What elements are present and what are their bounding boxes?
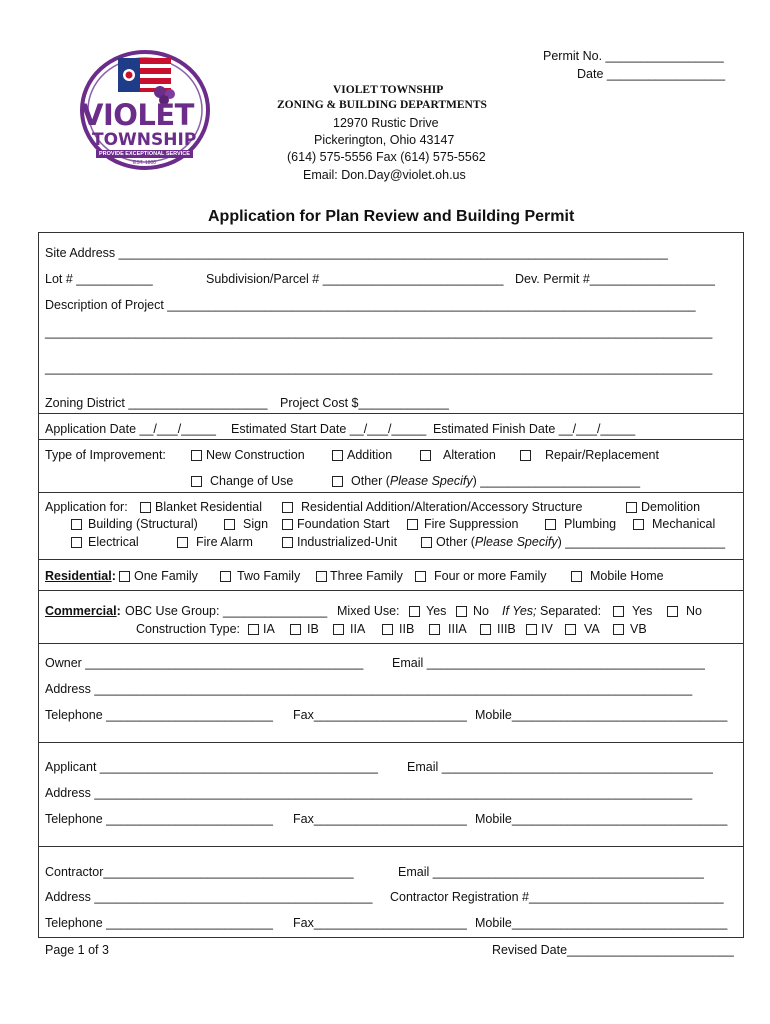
option-label: Residential Addition/Alteration/Accessory Structure	[301, 500, 583, 514]
logo-tagline: PROVIDE EXCEPTIONAL SERVICE	[96, 150, 193, 158]
applicant-address-field[interactable]: Address ______________________________________________________________________________________	[45, 786, 693, 800]
option-addition[interactable]	[332, 448, 392, 462]
description-field[interactable]: Description of Project ____________________________________________________________________________	[45, 298, 696, 312]
finish-date-field[interactable]: Estimated Finish Date __/___/_____	[433, 422, 636, 436]
site-address-field[interactable]: Site Address _______________________________________________________________________________	[45, 246, 668, 260]
option-other-application[interactable]	[421, 535, 725, 549]
applicant-mobile-field[interactable]: Mobile_______________________________	[475, 812, 728, 826]
option-industrialized[interactable]	[282, 535, 397, 549]
commercial-colon: :	[116, 604, 121, 618]
construction-type-ia[interactable]	[248, 622, 275, 636]
checkbox[interactable]	[71, 519, 82, 530]
contractor-registration-field[interactable]: Contractor Registration #____________________________	[390, 890, 724, 904]
option-label: New Construction	[206, 448, 305, 462]
page-number: Page 1 of 3	[45, 943, 109, 957]
applicant-telephone-field[interactable]: Telephone ________________________	[45, 812, 274, 826]
residential-label	[45, 569, 116, 583]
option-label: Addition	[347, 448, 393, 462]
contractor-email-field[interactable]: Email _______________________________________	[398, 865, 704, 879]
checkbox[interactable]	[520, 450, 531, 461]
date-field[interactable]: Date _________________	[577, 67, 726, 81]
checkbox[interactable]	[282, 519, 293, 530]
logo-name-township: TOWNSHIP	[92, 130, 197, 150]
option-fire-suppression[interactable]	[407, 517, 519, 531]
contractor-field[interactable]: Contractor____________________________________	[45, 865, 354, 879]
option-label: IIIA	[448, 622, 467, 636]
option-label: Yes	[426, 604, 447, 618]
option-label: VB	[630, 622, 647, 636]
other-line[interactable]: ) _______________________	[557, 535, 726, 549]
logo-name-violet: VIOLET	[81, 98, 194, 132]
description-line[interactable]: ________________________________________________________________________________________________	[45, 325, 713, 339]
org-email: Email: Don.Day@violet.oh.us	[303, 168, 466, 182]
option-label: Other (	[351, 474, 390, 488]
applicant-field[interactable]: Applicant ________________________________________	[45, 760, 378, 774]
option-separated-no[interactable]	[667, 604, 702, 618]
obc-use-group-field[interactable]: OBC Use Group: _______________	[125, 604, 328, 618]
checkbox[interactable]	[71, 537, 82, 548]
option-label: Mobile Home	[590, 569, 664, 583]
option-alteration[interactable]	[420, 448, 496, 462]
checkbox[interactable]	[382, 624, 393, 635]
construction-type-va[interactable]	[565, 622, 600, 636]
option-label: Demolition	[641, 500, 701, 514]
org-address1: 12970 Rustic Drive	[333, 116, 439, 130]
checkbox[interactable]	[480, 624, 491, 635]
owner-mobile-field[interactable]: Mobile_______________________________	[475, 708, 728, 722]
revised-date: Revised Date________________________	[492, 943, 734, 957]
option-label: No	[473, 604, 489, 618]
checkbox[interactable]	[140, 502, 151, 513]
checkbox[interactable]	[421, 537, 432, 548]
checkbox[interactable]	[613, 606, 624, 617]
construction-type-iiia[interactable]	[429, 622, 467, 636]
please-specify: Please Specify	[389, 474, 473, 488]
construction-type-label: Construction Type:	[136, 622, 240, 636]
option-label: Foundation Start	[297, 517, 390, 531]
option-label: IIB	[399, 622, 415, 636]
checkbox[interactable]	[420, 450, 431, 461]
if-yes-separated	[502, 604, 601, 618]
option-label: IV	[541, 622, 553, 636]
checkbox[interactable]	[316, 571, 327, 582]
application-for-label: Application for:	[45, 500, 128, 514]
option-label: Fire Alarm	[196, 535, 253, 549]
checkbox[interactable]	[667, 606, 678, 617]
org-name: VIOLET TOWNSHIP	[333, 84, 444, 96]
divider	[38, 742, 744, 743]
residential-label-text: Residential	[45, 569, 112, 583]
description-line[interactable]: ________________________________________________________________________________________________	[45, 361, 713, 375]
option-mobile-home[interactable]	[571, 569, 664, 583]
option-label: Two Family	[237, 569, 301, 583]
owner-email-field[interactable]: Email ________________________________________	[392, 656, 705, 670]
logo-est: EST. 1808	[133, 160, 157, 166]
checkbox[interactable]	[613, 624, 624, 635]
checkbox[interactable]	[332, 476, 343, 487]
org-phone: (614) 575-5556 Fax (614) 575-5562	[287, 150, 486, 164]
lot-field[interactable]: Lot # ___________	[45, 272, 153, 286]
separated-label: Separated:	[540, 604, 602, 618]
divider	[38, 439, 744, 440]
contractor-telephone-field[interactable]: Telephone ________________________	[45, 916, 274, 930]
option-label: One Family	[134, 569, 198, 583]
checkbox[interactable]	[282, 502, 293, 513]
option-label: Electrical	[88, 535, 139, 549]
option-three-family[interactable]	[316, 569, 403, 583]
owner-address-field[interactable]: Address ______________________________________________________________________________________	[45, 682, 693, 696]
divider	[38, 643, 744, 644]
checkbox[interactable]	[415, 571, 426, 582]
mixed-use-label: Mixed Use:	[337, 604, 400, 618]
checkbox[interactable]	[565, 624, 576, 635]
checkbox[interactable]	[409, 606, 420, 617]
option-label: VA	[584, 622, 600, 636]
checkbox[interactable]	[177, 537, 188, 548]
construction-type-iia[interactable]	[333, 622, 365, 636]
option-one-family[interactable]	[119, 569, 198, 583]
checkbox[interactable]	[248, 624, 259, 635]
checkbox[interactable]	[282, 537, 293, 548]
option-label: No	[686, 604, 702, 618]
option-building[interactable]	[71, 517, 198, 531]
option-label: IA	[263, 622, 275, 636]
residential-colon: :	[111, 569, 116, 583]
improvement-label: Type of Improvement:	[45, 448, 166, 462]
org-department: ZONING & BUILDING DEPARTMENTS	[277, 99, 487, 111]
construction-type-iv[interactable]	[526, 622, 553, 636]
construction-type-iiib[interactable]	[480, 622, 516, 636]
construction-type-ib[interactable]	[290, 622, 319, 636]
applicant-email-field[interactable]: Email _______________________________________	[407, 760, 713, 774]
option-blanket-residential[interactable]	[140, 500, 262, 514]
option-label: Alteration	[443, 448, 496, 462]
checkbox[interactable]	[545, 519, 556, 530]
option-label: Repair/Replacement	[545, 448, 659, 462]
option-new-construction[interactable]	[191, 448, 305, 462]
option-electrical[interactable]	[71, 535, 139, 549]
divider	[38, 492, 744, 493]
owner-field[interactable]: Owner ________________________________________	[45, 656, 364, 670]
option-separated-yes[interactable]	[613, 604, 652, 618]
checkbox[interactable]	[191, 450, 202, 461]
option-label: Building (Structural)	[88, 517, 198, 531]
option-label: Four or more Family	[434, 569, 547, 583]
checkbox[interactable]	[333, 624, 344, 635]
option-four-or-more[interactable]	[415, 569, 547, 583]
start-date-field[interactable]: Estimated Start Date __/___/_____	[231, 422, 427, 436]
checkbox[interactable]	[571, 571, 582, 582]
option-repair[interactable]	[520, 448, 659, 462]
option-other-improvement[interactable]	[332, 474, 640, 488]
checkbox[interactable]	[526, 624, 537, 635]
construction-type-vb[interactable]	[613, 622, 647, 636]
option-label: Plumbing	[564, 517, 617, 531]
option-label: IB	[307, 622, 319, 636]
checkbox[interactable]	[407, 519, 418, 530]
checkbox[interactable]	[191, 476, 202, 487]
violet-township-logo	[78, 50, 213, 175]
option-mixed-no[interactable]	[456, 604, 489, 618]
checkbox[interactable]	[429, 624, 440, 635]
option-label: Change of Use	[210, 474, 294, 488]
contractor-fax-field[interactable]: Fax______________________	[293, 916, 467, 930]
please-specify: Please Specify	[474, 535, 558, 549]
checkbox[interactable]	[119, 571, 130, 582]
dev-permit-field[interactable]: Dev. Permit #__________________	[515, 272, 715, 286]
divider	[38, 590, 744, 591]
option-label: IIIB	[497, 622, 516, 636]
commercial-label-text: Commercial	[45, 604, 117, 618]
permit-no-field[interactable]: Permit No. _________________	[543, 49, 724, 63]
option-residential-addition[interactable]	[282, 500, 582, 514]
option-label: Other (	[436, 535, 475, 549]
contractor-mobile-field[interactable]: Mobile_______________________________	[475, 916, 728, 930]
option-two-family[interactable]	[220, 569, 300, 583]
zoning-district-field[interactable]: Zoning District ____________________	[45, 396, 268, 410]
org-address2: Pickerington, Ohio 43147	[314, 133, 455, 147]
option-plumbing[interactable]	[545, 517, 616, 531]
option-label: Three Family	[330, 569, 403, 583]
subdivision-field[interactable]: Subdivision/Parcel # __________________________	[206, 272, 504, 286]
option-label: IIA	[350, 622, 366, 636]
option-mixed-yes[interactable]	[409, 604, 446, 618]
divider	[38, 559, 744, 560]
owner-fax-field[interactable]: Fax______________________	[293, 708, 467, 722]
option-mechanical[interactable]	[633, 517, 715, 531]
option-fire-alarm[interactable]	[177, 535, 253, 549]
application-date-field[interactable]: Application Date __/___/_____	[45, 422, 216, 436]
checkbox[interactable]	[332, 450, 343, 461]
divider	[38, 846, 744, 847]
checkbox[interactable]	[220, 571, 231, 582]
applicant-fax-field[interactable]: Fax______________________	[293, 812, 467, 826]
option-label: Industrialized-Unit	[297, 535, 398, 549]
option-sign[interactable]	[224, 517, 268, 531]
other-line[interactable]: ) _______________________	[472, 474, 641, 488]
checkbox[interactable]	[290, 624, 301, 635]
project-cost-field[interactable]: Project Cost $_____________	[280, 396, 449, 410]
option-label: Sign	[243, 517, 269, 531]
option-demolition[interactable]	[626, 500, 700, 514]
checkbox[interactable]	[456, 606, 467, 617]
if-yes: If Yes;	[502, 604, 537, 618]
checkbox[interactable]	[633, 519, 644, 530]
option-foundation[interactable]	[282, 517, 389, 531]
construction-type-iib[interactable]	[382, 622, 414, 636]
contractor-address-field[interactable]: Address ________________________________________	[45, 890, 373, 904]
option-change-of-use[interactable]	[191, 474, 293, 488]
checkbox[interactable]	[224, 519, 235, 530]
divider	[38, 413, 744, 414]
option-label: Blanket Residential	[155, 500, 263, 514]
commercial-label	[45, 604, 121, 618]
checkbox[interactable]	[626, 502, 637, 513]
option-label: Mechanical	[652, 517, 716, 531]
option-label: Yes	[632, 604, 653, 618]
option-label: Fire Suppression	[424, 517, 519, 531]
form-title: Application for Plan Review and Building Permit	[208, 208, 575, 225]
owner-telephone-field[interactable]: Telephone ________________________	[45, 708, 274, 722]
